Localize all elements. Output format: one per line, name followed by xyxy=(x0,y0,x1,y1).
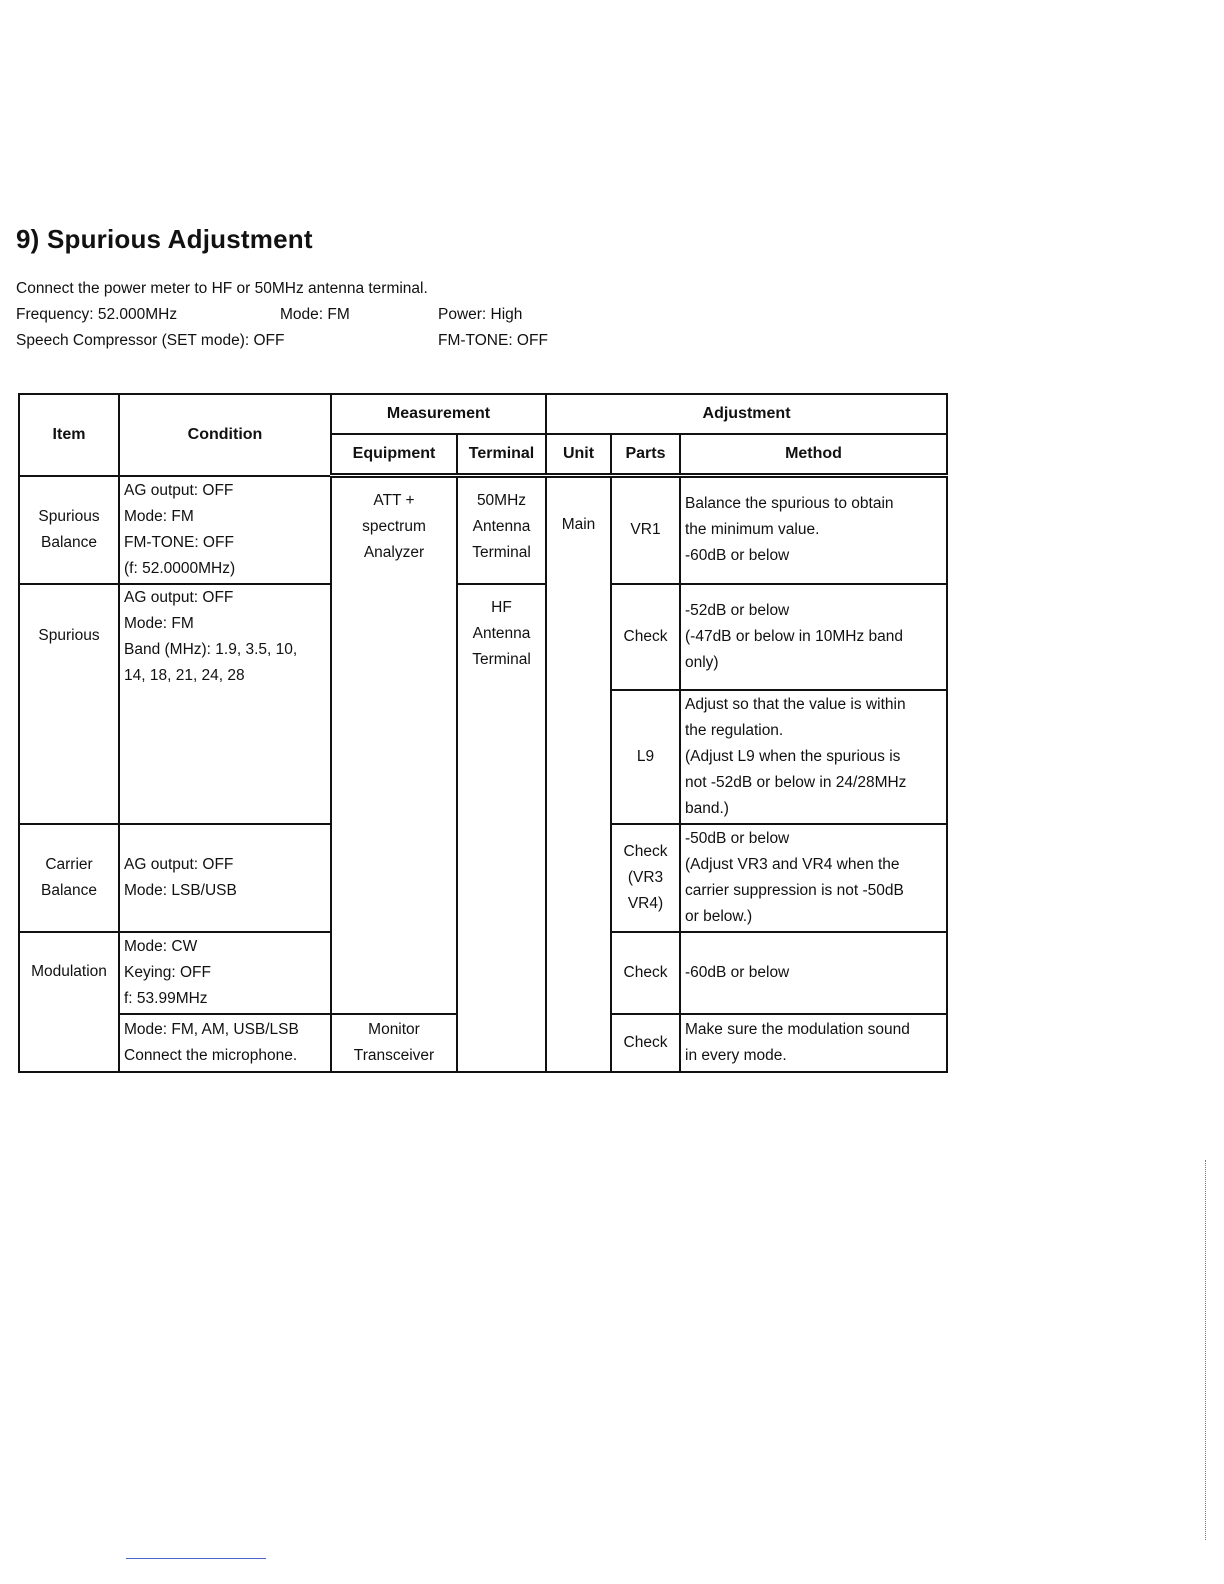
header-item: Item xyxy=(19,394,119,476)
table-row xyxy=(19,584,947,690)
terminal-cell: 50MHz Antenna Terminal xyxy=(457,476,546,584)
parts-cell: VR1 xyxy=(611,476,680,584)
footer-rule xyxy=(126,1558,266,1559)
power-setting: Power: High xyxy=(438,306,523,323)
method-cell: Adjust so that the value is within the regulation. (Adjust L9 when the spurious is not -52dB or below in 24/28MHz band.) xyxy=(680,690,947,824)
method-cell: -50dB or below (Adjust VR3 and VR4 when the carrier suppression is not -50dB or below.) xyxy=(680,824,947,932)
parts-cell: Check xyxy=(611,932,680,1014)
method-cell: -52dB or below (-47dB or below in 10MHz band only) xyxy=(680,584,947,690)
method-cell: -60dB or below xyxy=(680,932,947,1014)
frequency-setting: Frequency: 52.000MHz xyxy=(16,306,178,323)
condition-cell: AG output: OFF Mode: FM FM-TONE: OFF (f: 52.0000MHz) xyxy=(119,476,331,584)
equipment-cell: Monitor Transceiver xyxy=(331,1014,457,1072)
equipment-cell: ATT + spectrum Analyzer xyxy=(331,476,457,1014)
mode-setting: Mode: FM xyxy=(280,306,350,323)
method-cell: Balance the spurious to obtain the minimum value. -60dB or below xyxy=(680,476,947,584)
parts-cell: Check (VR3 VR4) xyxy=(611,824,680,932)
connect-instruction: Connect the power meter to HF or 50MHz antenna terminal. xyxy=(16,280,428,297)
header-method: Method xyxy=(680,434,947,476)
adjustment-table xyxy=(18,393,948,1073)
header-adjustment: Adjustment xyxy=(546,394,947,434)
terminal-cell: HF Antenna Terminal xyxy=(457,584,546,1072)
header-unit: Unit xyxy=(546,434,611,476)
parts-cell: Check xyxy=(611,584,680,690)
header-equipment: Equipment xyxy=(331,434,457,476)
header-terminal: Terminal xyxy=(457,434,546,476)
table-row xyxy=(19,476,947,584)
header-measurement: Measurement xyxy=(331,394,546,434)
item-cell: Spurious xyxy=(19,584,119,824)
unit-cell: Main xyxy=(546,476,611,1072)
parts-cell: Check xyxy=(611,1014,680,1072)
condition-cell: AG output: OFF Mode: LSB/USB xyxy=(119,824,331,932)
header-condition: Condition xyxy=(119,394,331,476)
header-parts: Parts xyxy=(611,434,680,476)
speech-compressor-setting: Speech Compressor (SET mode): OFF xyxy=(16,332,285,349)
item-cell: Modulation xyxy=(19,932,119,1072)
method-cell: Make sure the modulation sound in every mode. xyxy=(680,1014,947,1072)
scan-edge-mark xyxy=(1205,1160,1206,1540)
item-cell: Spurious Balance xyxy=(19,476,119,584)
item-cell: Carrier Balance xyxy=(19,824,119,932)
fm-tone-setting: FM-TONE: OFF xyxy=(438,332,548,349)
section-heading: 9) Spurious Adjustment xyxy=(16,224,313,254)
condition-cell: Mode: CW Keying: OFF f: 53.99MHz xyxy=(119,932,331,1014)
parts-cell: L9 xyxy=(611,690,680,824)
condition-cell: Mode: FM, AM, USB/LSB Connect the microphone. xyxy=(119,1014,331,1072)
condition-cell: AG output: OFF Mode: FM Band (MHz): 1.9, 3.5, 10, 14, 18, 21, 24, 28 xyxy=(119,584,331,824)
